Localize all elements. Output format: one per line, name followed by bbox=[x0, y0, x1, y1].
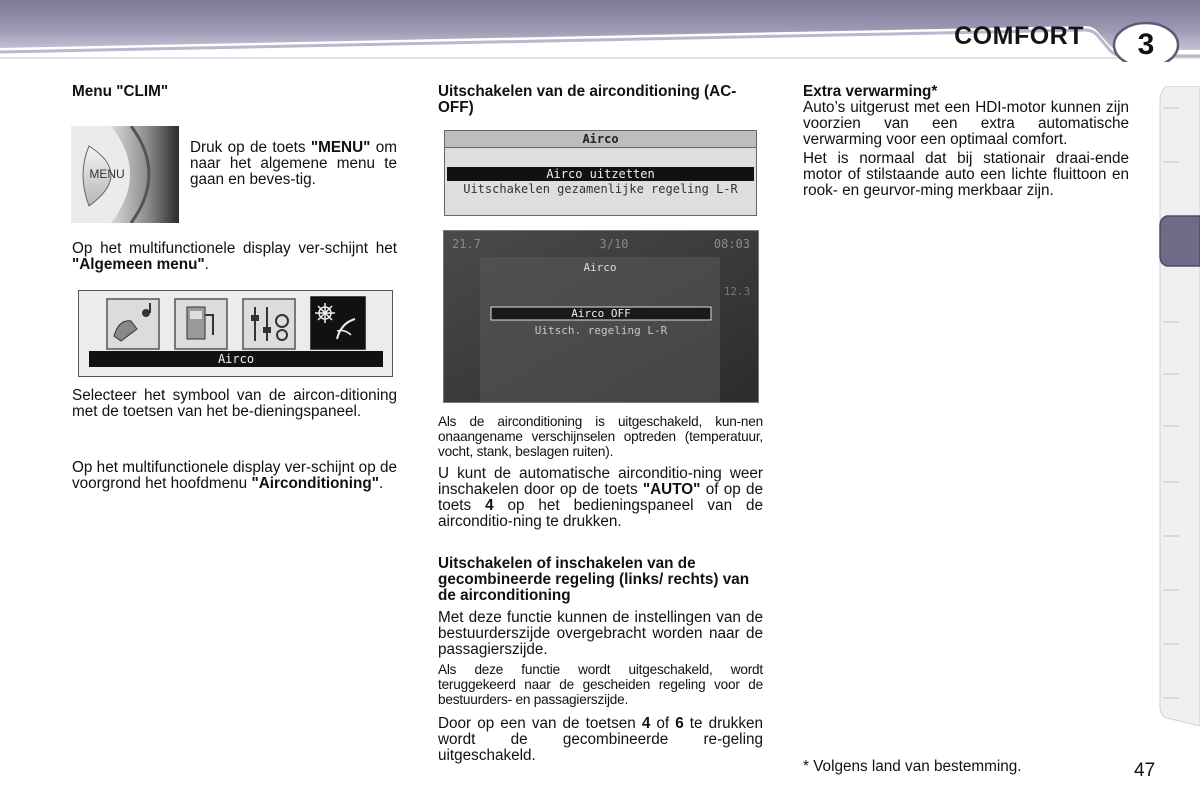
footnote: * Volgens land van bestemming. bbox=[803, 758, 1022, 775]
select-symbol-paragraph: Selecteer het symbool van de aircon-ditioning met de toetsen van het be-dieningspaneel. bbox=[72, 387, 397, 420]
page-number: 47 bbox=[1134, 760, 1156, 781]
trip-computer-icon bbox=[175, 299, 227, 349]
display-combined-option[interactable]: Uitsch. regeling L-R bbox=[534, 324, 668, 337]
section-title: COMFORT bbox=[954, 22, 1084, 50]
general-menu-display bbox=[78, 290, 393, 377]
display-temperature: 21.7 bbox=[452, 237, 481, 251]
audio-telephone-icon bbox=[107, 299, 159, 349]
auto-paragraph bbox=[438, 466, 763, 530]
auto-text-1: U kunt de automatische airconditio-ning weer inschakelen door op de toets bbox=[438, 465, 763, 498]
combined-regulation-heading bbox=[438, 556, 763, 604]
keys-text-3: te drukken wordt de gecombineerde re-geling uitgeschakeld. bbox=[438, 715, 763, 764]
general-menu-text-2: . bbox=[204, 256, 209, 273]
ac-off-note: Als de airconditioning is uitgeschakeld, kun-nen onaangename verschijnselen optreden (temperatuur, vocht, stank, beslagen ruiten). bbox=[438, 414, 763, 459]
menu-button-photo bbox=[71, 126, 179, 223]
airco-off-option[interactable]: Airco uitzetten bbox=[546, 167, 655, 181]
combined-regulation-option[interactable]: Uitschakelen gezamenlijke regeling L-R bbox=[463, 182, 738, 196]
key-4-ref: 4 bbox=[485, 497, 494, 514]
chapter-number: 3 bbox=[1137, 28, 1155, 61]
settings-icon bbox=[243, 299, 295, 349]
auto-text-3: op het bedieningspaneel van de airconditio-ning te drukken. bbox=[438, 497, 764, 530]
menu-key-name: "MENU" bbox=[310, 139, 371, 156]
display-date: 3/10 bbox=[599, 237, 629, 251]
airco-icon[interactable] bbox=[311, 297, 365, 349]
menu-press-text-2: om naar het algemene menu te gaan en beves-tig. bbox=[190, 139, 397, 188]
airco-menu-title: Airco bbox=[582, 132, 619, 146]
combined-heading-text: Uitschakelen of inschakelen van de gecombineerde regeling (links/ rechts) van de airconditioning bbox=[438, 555, 750, 604]
ac-off-heading: Uitschakelen van de airconditioning (AC-OFF) bbox=[438, 83, 737, 116]
extra-heating-paragraph-1: Auto’s uitgerust met een HDI-motor kunnen zijn voorzien van een extra automatische verwarming voor een optimaal comfort. bbox=[803, 99, 1129, 148]
general-menu-name: "Algemeen menu" bbox=[72, 256, 205, 273]
aircon-menu-text-2: . bbox=[378, 475, 384, 492]
key-4-ref-2: 4 bbox=[641, 715, 651, 732]
clim-menu-heading: Menu "CLIM" bbox=[72, 83, 169, 100]
display-side-value: 12.3 bbox=[723, 285, 751, 298]
function-paragraph: Met deze functie kunnen de instellingen van de bestuurderszijde overgebracht worden naar de passagierszijde. bbox=[438, 609, 763, 658]
edge-tab-strip bbox=[1155, 86, 1200, 726]
key-6-ref: 6 bbox=[675, 715, 684, 732]
extra-heating-heading: Extra verwarming* bbox=[803, 83, 938, 100]
general-menu-text-1: Op het multifunctionele display ver-schijnt het bbox=[72, 240, 397, 257]
menu-press-text-1: Druk op de toets bbox=[190, 139, 311, 156]
airconditioning-menu-paragraph bbox=[72, 460, 397, 492]
display-airco-off-option[interactable]: Airco OFF bbox=[571, 307, 631, 320]
airco-selected-label: Airco bbox=[217, 352, 255, 366]
extra-heating-paragraph-2: Het is normaal dat bij stationair draai-ende motor of stilstaande auto een lichte fluittoon en rook- en geurvor-ming merkbaar zijn. bbox=[803, 150, 1129, 199]
aircon-menu-text-1: Op het multifunctionele display ver-schijnt op de voorgrond het hoofdmenu bbox=[72, 459, 397, 492]
colour-display-photo bbox=[443, 230, 759, 403]
column-left bbox=[72, 84, 397, 100]
keys-text-1: Door op een van de toetsen bbox=[438, 715, 642, 732]
aircon-menu-name: "Airconditioning" bbox=[251, 475, 379, 492]
auto-key-name: "AUTO" bbox=[642, 481, 701, 498]
page-header bbox=[0, 0, 1200, 62]
general-menu-paragraph bbox=[72, 241, 397, 273]
keys-paragraph bbox=[438, 716, 763, 764]
menu-press-text bbox=[190, 140, 397, 188]
menu-button-label: MENU bbox=[89, 167, 125, 181]
display-title: Airco bbox=[583, 261, 617, 274]
display-clock: 08:03 bbox=[713, 237, 750, 251]
auto-text-2: of op de toets bbox=[438, 481, 763, 514]
keys-text-2: of bbox=[650, 715, 676, 732]
column-middle bbox=[438, 84, 763, 116]
column-right bbox=[803, 84, 1129, 199]
airco-menu-display bbox=[444, 130, 757, 216]
function-off-note: Als deze functie wordt uitgeschakeld, wordt teruggekeerd naar de gescheiden regeling voor de bestuurders- en passagierszijde. bbox=[438, 662, 763, 707]
active-chapter-tab[interactable] bbox=[1160, 216, 1200, 266]
